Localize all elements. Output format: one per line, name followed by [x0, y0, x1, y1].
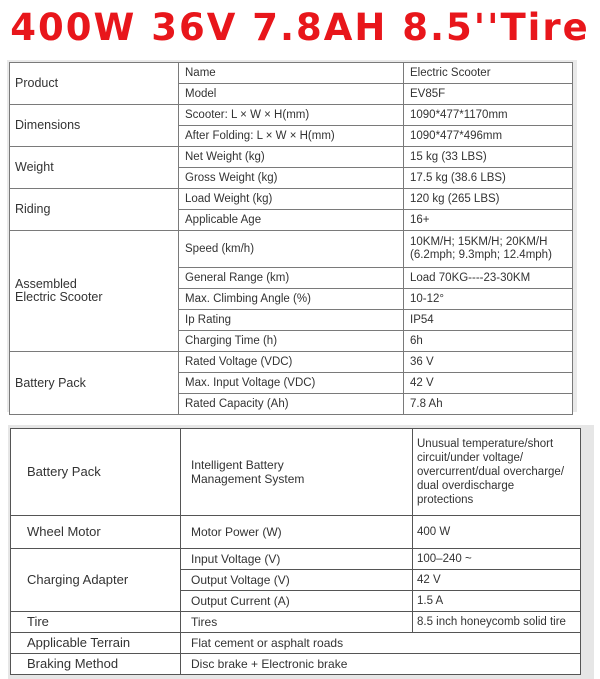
category-label-line: Electric Scooter — [15, 290, 103, 304]
category-battery: Battery Pack — [11, 429, 181, 516]
table-row — [10, 231, 573, 268]
spec-value: 10-12° — [404, 289, 573, 310]
spec-value: 1090*477*1170mm — [404, 105, 573, 126]
spec-value: 6h — [404, 331, 573, 352]
category-product: Product — [10, 63, 179, 105]
spec-label — [181, 429, 413, 516]
category-braking: Braking Method — [11, 654, 181, 675]
table-row — [11, 549, 581, 570]
spec-value: 7.8 Ah — [404, 394, 573, 415]
table-row — [11, 429, 581, 516]
spec-value: 36 V — [404, 352, 573, 373]
spec-value: 120 kg (265 LBS) — [404, 189, 573, 210]
category-dimensions: Dimensions — [10, 105, 179, 147]
spec-value: 1.5 A — [413, 591, 581, 612]
spec-label: Tires — [181, 612, 413, 633]
table-row — [10, 147, 573, 168]
page-title: 400W 36V 7.8AH 8.5''Tire — [10, 6, 590, 49]
spec-label: Max. Climbing Angle (%) — [179, 289, 404, 310]
spec-label: Ip Rating — [179, 310, 404, 331]
category-wheel-motor: Wheel Motor — [11, 516, 181, 549]
spec-label: Output Voltage (V) — [181, 570, 413, 591]
spec-value: Flat cement or asphalt roads — [181, 633, 581, 654]
category-label-line: Assembled — [15, 277, 77, 291]
spec-value: 100–240 ~ — [413, 549, 581, 570]
spec-value: 42 V — [413, 570, 581, 591]
table-row — [10, 352, 573, 373]
table-row — [11, 633, 581, 654]
spec-label: Net Weight (kg) — [179, 147, 404, 168]
bms-label-line: Management System — [191, 472, 305, 486]
spec-value: 400 W — [413, 516, 581, 549]
category-terrain: Applicable Terrain — [11, 633, 181, 654]
bms-label-line: Intelligent Battery — [191, 458, 284, 472]
spec-label: Max. Input Voltage (VDC) — [179, 373, 404, 394]
category-battery: Battery Pack — [10, 352, 179, 415]
spec-table-1 — [9, 62, 573, 415]
spec-label: Scooter: L × W × H(mm) — [179, 105, 404, 126]
category-tire: Tire — [11, 612, 181, 633]
spec-label: General Range (km) — [179, 268, 404, 289]
table-row — [11, 612, 581, 633]
spec-label: After Folding: L × W × H(mm) — [179, 126, 404, 147]
bms-value-line: overcurrent/dual overcharge/ — [417, 466, 565, 478]
spec-value: Electric Scooter — [404, 63, 573, 84]
spec-value — [404, 231, 573, 268]
table-row — [10, 189, 573, 210]
spec-label: Load Weight (kg) — [179, 189, 404, 210]
spec-value: 1090*477*496mm — [404, 126, 573, 147]
category-weight: Weight — [10, 147, 179, 189]
spec-value: 15 kg (33 LBS) — [404, 147, 573, 168]
spec-value: 17.5 kg (38.6 LBS) — [404, 168, 573, 189]
spec-label: Rated Voltage (VDC) — [179, 352, 404, 373]
category-assembled — [10, 231, 179, 352]
speed-value-line: 10KM/H; 15KM/H; 20KM/H — [410, 236, 548, 248]
bms-value-line: protections — [417, 494, 474, 506]
category-charging-adapter: Charging Adapter — [11, 549, 181, 612]
spec-label: Motor Power (W) — [181, 516, 413, 549]
bms-value-line: Unusual temperature/short — [417, 438, 554, 450]
table-row — [11, 654, 581, 675]
spec-label: Gross Weight (kg) — [179, 168, 404, 189]
bms-value-line: dual overdischarge — [417, 480, 515, 492]
spec-value: 16+ — [404, 210, 573, 231]
spec-label: Speed (km/h) — [179, 231, 404, 268]
spec-value: Load 70KG----23-30KM — [404, 268, 573, 289]
spec-value: 8.5 inch honeycomb solid tire — [413, 612, 581, 633]
category-riding: Riding — [10, 189, 179, 231]
speed-value-line: (6.2mph; 9.3mph; 12.4mph) — [410, 249, 552, 261]
bms-value-line: circuit/under voltage/ — [417, 452, 524, 464]
spec-table-2 — [10, 428, 581, 675]
spec-label: Name — [179, 63, 404, 84]
table-row — [10, 105, 573, 126]
spec-value: 42 V — [404, 373, 573, 394]
spec-label: Output Current (A) — [181, 591, 413, 612]
spec-value: EV85F — [404, 84, 573, 105]
table-row — [10, 63, 573, 84]
spec-label: Applicable Age — [179, 210, 404, 231]
spec-label: Model — [179, 84, 404, 105]
spec-label: Rated Capacity (Ah) — [179, 394, 404, 415]
spec-label: Charging Time (h) — [179, 331, 404, 352]
spec-value: Disc brake + Electronic brake — [181, 654, 581, 675]
spec-value: IP54 — [404, 310, 573, 331]
table-row — [11, 516, 581, 549]
spec-value — [413, 429, 581, 516]
spec-label: Input Voltage (V) — [181, 549, 413, 570]
